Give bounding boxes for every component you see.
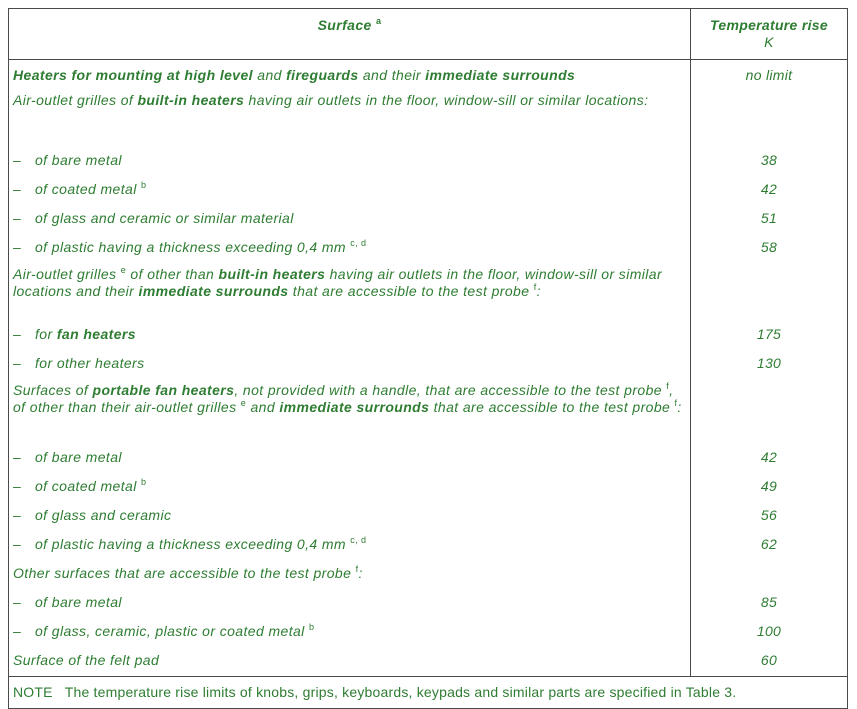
text: of plastic having a thickness exceeding 0,4 mm [35,239,346,255]
text: that are accessible to the test probe [288,283,530,299]
header-unit: K [764,34,774,50]
text: : [536,283,541,299]
table-row [9,263,847,321]
term: fan heaters [56,326,136,342]
term: built-in heaters [137,92,245,108]
row-value: 49 [760,478,778,494]
text: : [677,399,682,415]
row-value [691,263,847,321]
row-value: 60 [760,652,778,668]
row-value [691,560,847,589]
row-label [9,205,691,234]
row-value: 38 [760,152,778,168]
text: Surface of the felt pad [13,652,160,668]
text: : [358,565,363,581]
text: of glass and ceramic or similar material [35,210,294,226]
table-row [9,147,847,176]
row-label [9,444,691,473]
table-row [9,589,847,618]
text: of coated metal [35,181,137,197]
row-label [9,560,691,589]
table-row [9,647,847,676]
footnote-ref: e [240,398,247,408]
table-row [9,60,847,89]
row-label [9,379,691,444]
text: and their [358,67,426,83]
row-value: 42 [760,449,778,465]
footnote-ref: c, d [350,238,367,248]
term: portable fan heaters [92,382,235,398]
table-row [9,234,847,263]
row-label [9,147,691,176]
footnote-ref: f [355,564,359,574]
row-value: 42 [760,181,778,197]
text: Air-outlet grilles [13,266,117,282]
text: Air-outlet grilles of [13,92,138,108]
header-surface [9,9,691,59]
row-value: 58 [760,239,778,255]
term: fireguards [286,67,359,83]
row-label [9,321,691,350]
term: immediate surrounds [279,399,430,415]
text: for [35,326,57,342]
row-value: 62 [760,536,778,552]
header-temp-text: Temperature rise [710,17,828,33]
row-value: no limit [745,67,793,83]
row-value: 175 [756,326,782,342]
row-value: 100 [756,623,782,639]
term: immediate surrounds [138,283,289,299]
dash: – [13,594,22,610]
row-value: 85 [760,594,778,610]
footnote-ref: e [120,265,127,275]
dash: – [13,355,22,371]
footnote-ref: f [666,381,670,391]
text: , not provided with a handle, that are accessible to the test probe [234,382,662,398]
header-temperature-rise [691,9,847,59]
text: and [246,399,280,415]
dash: – [13,239,22,255]
row-label [9,647,691,676]
term: built-in heaters [218,266,326,282]
row-value [691,89,847,147]
row-label [9,589,691,618]
table-note [9,676,847,708]
term: immediate surrounds [425,67,576,83]
row-value [691,379,847,444]
header-surface-text: Surface [317,17,372,33]
text: that are accessible to the test probe [429,399,671,415]
dash: – [13,449,22,465]
footnote-ref: f [674,398,678,408]
text: of bare metal [35,594,122,610]
footnote-ref: f [533,282,537,292]
text: of glass and ceramic [35,507,172,523]
text: for other heaters [35,355,145,371]
table-row [9,560,847,589]
text: of plastic having a thickness exceeding 0,4 mm [35,536,346,552]
dash: – [13,623,22,639]
footnote-ref: c, d [350,535,367,545]
text: and [252,67,287,83]
text: Other surfaces that are accessible to the test probe [13,565,352,581]
text: of glass, ceramic, plastic or coated metal [35,623,305,639]
row-label [9,618,691,647]
text: Surfaces of [13,382,93,398]
row-value: 56 [760,507,778,523]
table-row [9,205,847,234]
row-value: 130 [756,355,782,371]
row-value: 51 [760,210,778,226]
table-row [9,444,847,473]
footnote-ref: b [141,180,147,190]
text: of other than [126,266,219,282]
row-label [9,531,691,560]
dash: – [13,507,22,523]
text: of coated metal [35,478,137,494]
dash: – [13,478,22,494]
table-row [9,502,847,531]
row-label [9,89,691,147]
table-row [9,89,847,147]
table-header [9,9,847,60]
footnote-ref: b [141,477,147,487]
table-row [9,176,847,205]
temperature-rise-table [8,8,848,709]
footnote-ref: a [376,16,382,26]
text: having air outlets in the floor, window-sill or similar locations: [244,92,649,108]
table-row [9,350,847,379]
text: , of other than their air-outlet grilles [13,382,674,415]
row-label [9,473,691,502]
table-row [9,531,847,560]
row-label [9,350,691,379]
table-row [9,473,847,502]
table-row [9,618,847,647]
term: Heaters for mounting at high level [13,67,253,83]
row-label [9,176,691,205]
row-label [9,60,691,89]
note-label: NOTE [13,684,53,700]
row-label [9,502,691,531]
table-row [9,379,847,444]
dash: – [13,181,22,197]
note-text: The temperature rise limits of knobs, grips, keyboards, keypads and similar parts are specified in Table 3. [64,684,737,700]
dash: – [13,326,22,342]
table-row [9,321,847,350]
footnote-ref: b [308,622,315,632]
row-label [9,234,691,263]
text: having air outlets in the floor, window-sill or similar locations and their [13,266,663,299]
text: of bare metal [35,152,122,168]
text: of bare metal [35,449,122,465]
dash: – [13,152,22,168]
dash: – [13,536,22,552]
row-label [9,263,691,321]
dash: – [13,210,22,226]
